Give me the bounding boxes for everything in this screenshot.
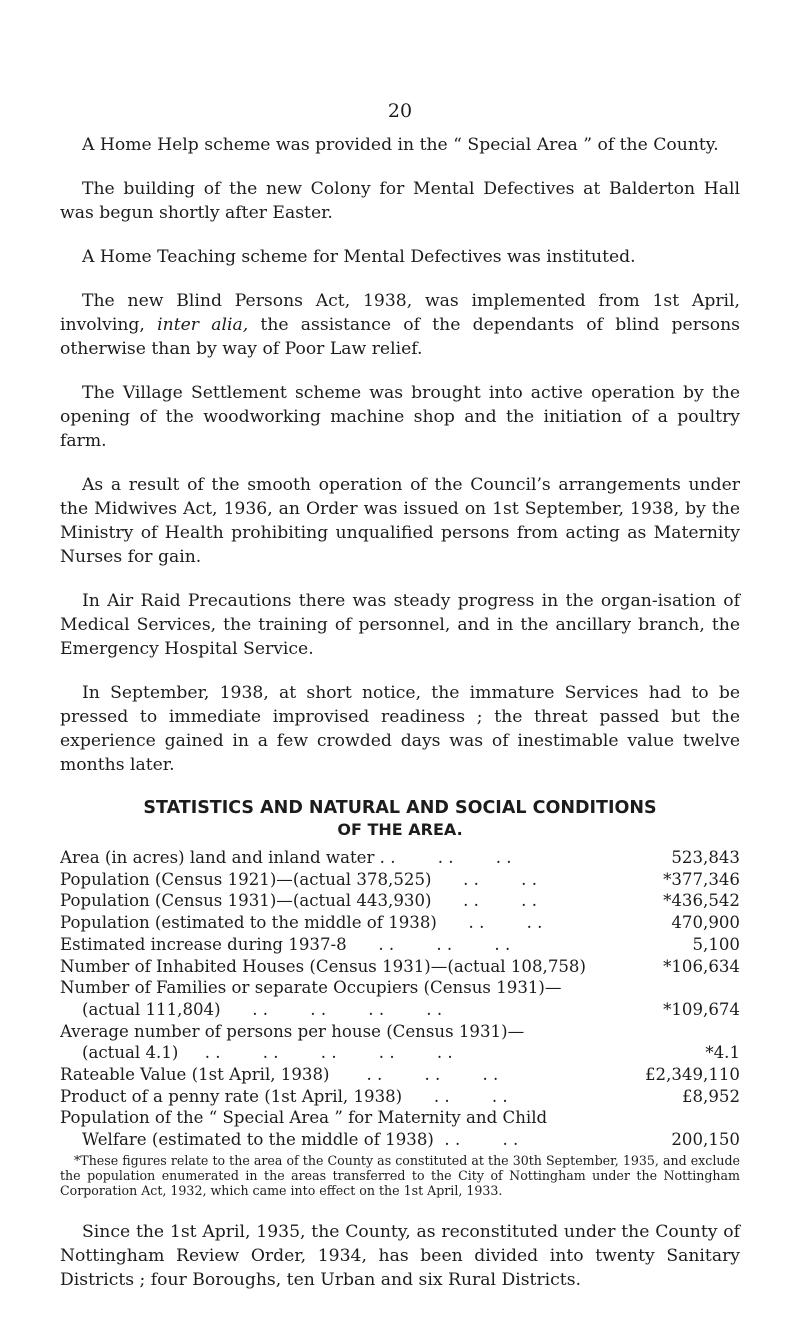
stat-value: 5,100 [692, 934, 740, 954]
blind-act-rest: the assistance of the dependants of blind persons otherwise than by way of Poor Law relief. [60, 315, 741, 359]
stat-label: Population (Census 1921)—(actual 378,525) [60, 869, 432, 889]
paragraph-home-teaching: A Home Teaching scheme for Mental Defectives was instituted. [82, 247, 636, 267]
statistics-heading-line1: STATISTICS AND NATURAL AND SOCIAL CONDITIONS [143, 798, 657, 818]
stat-leader-dots: . . . . . . . . . . [178, 1043, 453, 1063]
paragraph-balderton-hall: The building of the new Colony for Mental Defectives at Balderton Hall was begun shortly after Easter. [60, 179, 740, 223]
stat-leader-dots: . . . . [433, 1130, 519, 1150]
stat-row [60, 912, 740, 934]
stat-label: Population of the “ Special Area ” for Maternity and Child [60, 1108, 548, 1128]
stat-label: (actual 111,804) [82, 999, 221, 1019]
stat-label-cell [60, 1086, 640, 1108]
stat-label: Number of Families or separate Occupiers (Census 1931)— [60, 978, 562, 998]
stat-value: *109,674 [663, 999, 740, 1019]
stat-label: Welfare (estimated to the middle of 1938) [82, 1130, 434, 1150]
stat-value [640, 1021, 740, 1043]
stat-row [60, 1086, 740, 1108]
stat-row [60, 1129, 740, 1151]
stat-row [60, 1107, 740, 1129]
stat-row [60, 999, 740, 1021]
stat-row [60, 869, 740, 891]
stat-leader-dots: . . . . [431, 891, 537, 911]
stat-label: Population (estimated to the middle of 1938) [60, 913, 437, 933]
stat-label-cell [60, 934, 640, 956]
stat-label-cell [60, 977, 640, 999]
stat-value [640, 977, 740, 999]
stat-label-cell [60, 869, 640, 891]
paragraph-midwives-act: As a result of the smooth operation of the Council’s arrangements under the Midwives Act, 1936, an Order was issued on 1st September, 1938, by the Ministry of Health prohibiting unqualified persons from acting as Maternity Nurses for gain. [60, 475, 740, 567]
stat-value [640, 1107, 740, 1129]
stat-label-cell [60, 1042, 640, 1064]
paragraph-home-help: A Home Help scheme was provided in the “ Special Area ” of the County. [82, 135, 719, 155]
stat-value: £2,349,110 [644, 1065, 740, 1085]
stat-leader-dots: . . . . [431, 869, 537, 889]
stat-label-cell [60, 999, 640, 1021]
stat-row [60, 956, 740, 978]
paragraph-sanitary-districts: Since the 1st April, 1935, the County, as reconstituted under the County of Nottingham Review Order, 1934, has been divided into twenty Sanitary Districts ; four Boroughs, ten Urban and six Rural Districts. [60, 1221, 740, 1290]
stat-value: 200,150 [671, 1130, 740, 1150]
stat-row [60, 1021, 740, 1043]
stat-label: Number of Inhabited Houses (Census 1931)—(actual 108,758) [60, 956, 586, 976]
stat-leader-dots: . . . . . . [329, 1065, 499, 1085]
stat-row [60, 890, 740, 912]
stat-value: *436,542 [663, 891, 740, 911]
stat-row [60, 1042, 740, 1064]
stat-leader-dots: . . . . . . [346, 934, 511, 954]
stat-value: £8,952 [681, 1086, 740, 1106]
paragraph-september-1938: In September, 1938, at short notice, the immature Services had to be pressed to immediate improvised readiness ; the threat passed but the experience gained in a few crowded days was of inestimable value twelve months later. [60, 683, 740, 775]
stat-leader-dots: . . . . . . [374, 848, 512, 867]
stat-row [60, 1064, 740, 1086]
stat-label-cell [60, 1021, 640, 1043]
stat-leader-dots: . . . . . . . . [220, 999, 443, 1019]
stat-value: 523,843 [671, 848, 740, 867]
stat-label-cell [60, 1064, 640, 1086]
statistics-footnote: *These figures relate to the area of the County as constituted at the 30th September, 1935, and exclude the population enumerated in the areas transferred to the City of Nottingham under the Nottingham Corporation Act, 1932, which came into effect on the 1st April, 1933. [60, 1152, 740, 1198]
stat-label-cell [60, 847, 640, 869]
statistics-heading-line2: OF THE AREA. [337, 820, 463, 839]
stat-label-cell [60, 956, 640, 978]
statistics-table [60, 847, 740, 1151]
stat-value: *377,346 [663, 869, 740, 889]
stat-label-cell [60, 890, 640, 912]
stat-label-cell [60, 912, 640, 934]
blind-act-intro: The new Blind Persons Act, 1938, was implemented from 1st April, involving, [60, 291, 740, 335]
paragraph-blind-persons-act [60, 289, 740, 361]
paragraph-air-raid-precautions: In Air Raid Precautions there was steady progress in the organ-isation of Medical Services, the training of personnel, and in the ancillary branch, the Emergency Hospital Service. [60, 591, 740, 659]
stat-label: (actual 4.1) [82, 1043, 179, 1063]
stat-label: Area (in acres) land and inland water [60, 848, 375, 867]
statistics-heading [60, 797, 740, 841]
blind-act-italic: inter alia, [157, 315, 249, 335]
stat-label: Product of a penny rate (1st April, 1938) [60, 1086, 403, 1106]
stat-label: Population (Census 1931)—(actual 443,930) [60, 891, 432, 911]
stat-value: *4.1 [705, 1043, 740, 1063]
stat-label: Average number of persons per house (Census 1931)— [60, 1021, 525, 1041]
paragraph-village-settlement: The Village Settlement scheme was brought into active operation by the opening of the woodworking machine shop and the initiation of a poultry farm. [60, 383, 740, 451]
stat-label-cell [60, 1129, 640, 1151]
stat-row [60, 847, 740, 869]
stat-label-cell [60, 1107, 640, 1129]
stat-row [60, 934, 740, 956]
body-text [60, 133, 740, 1312]
page-number: 20 [387, 100, 413, 122]
stat-value: 470,900 [671, 913, 740, 933]
stat-label: Rateable Value (1st April, 1938) [60, 1065, 330, 1085]
stat-row [60, 977, 740, 999]
stat-label: Estimated increase during 1937-8 [60, 934, 347, 954]
stat-leader-dots: . . . . [436, 913, 543, 933]
stat-leader-dots: . . . . [402, 1086, 508, 1106]
stat-value: *106,634 [663, 956, 740, 976]
